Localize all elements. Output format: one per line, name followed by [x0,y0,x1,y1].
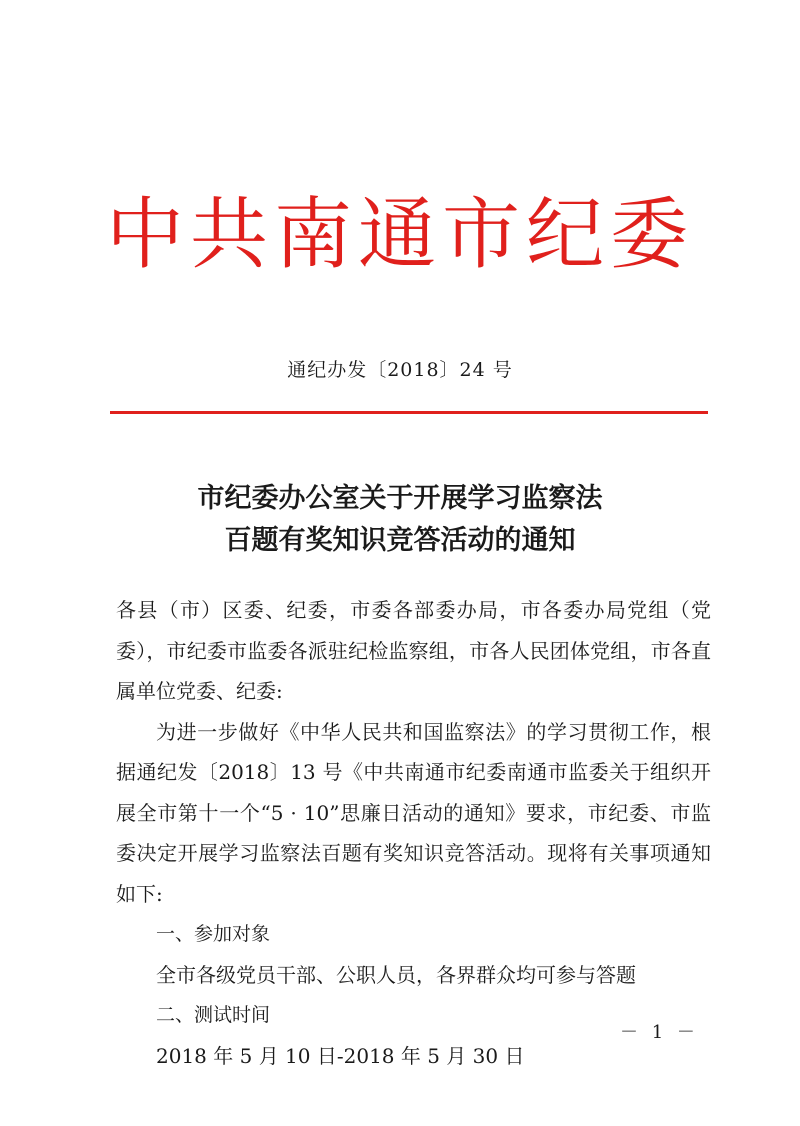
title-line-2: 百题有奖知识竞答活动的通知 [224,525,576,556]
section-2-text: 2018 年 5 月 10 日-2018 年 5 月 30 日 [156,1043,525,1068]
page-number: － 1 － [620,1022,699,1043]
section-1-text: 全市各级党员干部、公职人员，各界群众均可参与答题 [156,962,636,987]
document-title [0,478,800,562]
document-body [116,590,711,1076]
agency-masthead: 中共南通市纪委 [105,190,694,280]
title-line-1: 市纪委办公室关于开展学习监察法 [197,483,603,514]
section-2-heading: 二、测试时间 [156,1004,271,1026]
intro-paragraph: 为进一步做好《中华人民共和国监察法》的学习贯彻工作，根据通纪发〔2018〕13 号《中共南通市纪委南通市监委关于组织开展全市第十一个“5 · 10”思廉日活动的通知》要求，市纪委、市监委决定开展学习监察法百题有奖知识竞答活动。现将有关事项通知如下: [116,719,711,906]
document-number: 通纪办发〔2018〕24 号 [287,359,513,381]
section-1-heading: 一、参加对象 [156,923,271,945]
red-divider-line [110,411,708,414]
addressees-paragraph: 各县（市）区委、纪委，市委各部委办局，市各委办局党组（党委），市纪委市监委各派驻纪检监察组，市各人民团体党组，市各直属单位党委、纪委: [116,598,711,703]
